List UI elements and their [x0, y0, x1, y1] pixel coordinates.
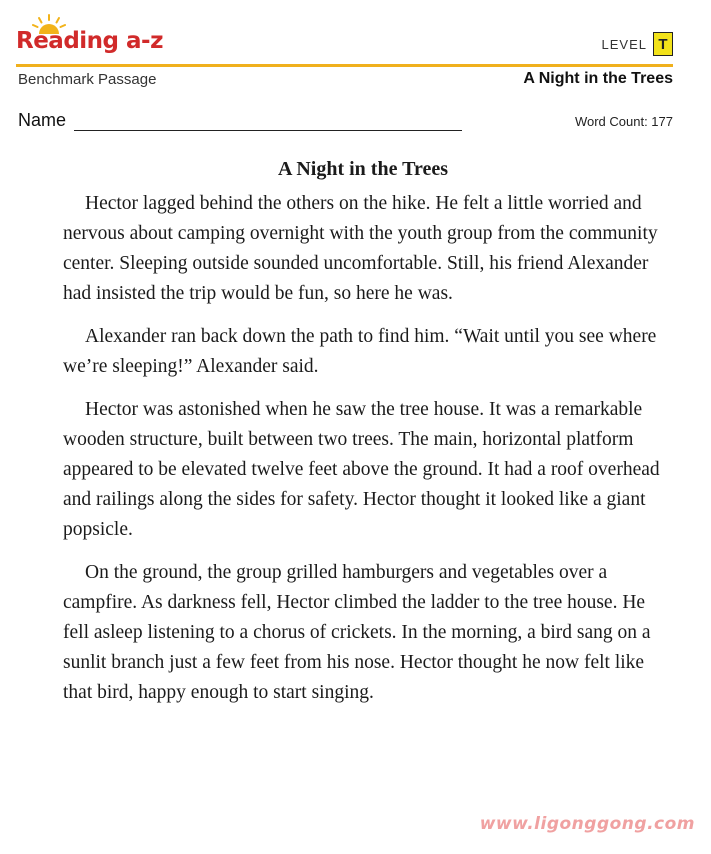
- passage-paragraph-3: Hector was astonished when he saw the tree house. It was a remarkable wooden structure, built between two trees. The main, horizontal platform appeared to be elevated twelve feet above the ground. It had a roof overhead and railings along the sides for safety. Hector thought it looked like a giant popsicle.: [63, 399, 660, 540]
- name-label: Name: [18, 110, 67, 130]
- reading-az-logo: [16, 14, 163, 58]
- logo-text: Reading a-z: [16, 28, 163, 54]
- passage-paragraph-2: Alexander ran back down the path to find him. “Wait until you see where we’re sleeping!” Alexander said.: [63, 326, 657, 377]
- site-watermark: www.ligonggong.com: [479, 814, 695, 834]
- header-passage-title: A Night in the Trees: [523, 70, 673, 87]
- passage-paragraph-4: On the ground, the group grilled hamburgers and vegetables over a campfire. As darkness fell, Hector climbed the ladder to the tree house. He fell asleep listening to a chorus of crickets. In the morning, a bird sang on a sunlit branch just a few feet from his nose. Hector thought he now felt like that bird, happy enough to start singing.: [63, 562, 651, 703]
- level-indicator: [602, 32, 673, 56]
- level-label: LEVEL: [601, 36, 647, 52]
- passage-body: [63, 154, 663, 721]
- passage-title: A Night in the Trees: [277, 158, 448, 180]
- passage-paragraph-1: Hector lagged behind the others on the hike. He felt a little worried and nervous about camping overnight with the youth group from the community center. Sleeping outside sounded uncomfortable. Still, his friend Alexander had insisted the trip would be fun, so here he was.: [63, 193, 658, 304]
- name-blank-line: [74, 114, 462, 131]
- header-divider: [16, 64, 673, 67]
- name-field-row: [18, 110, 462, 131]
- passage-type-label: Benchmark Passage: [18, 71, 157, 88]
- level-badge: T: [653, 32, 673, 56]
- word-count: Word Count: 177: [574, 114, 673, 129]
